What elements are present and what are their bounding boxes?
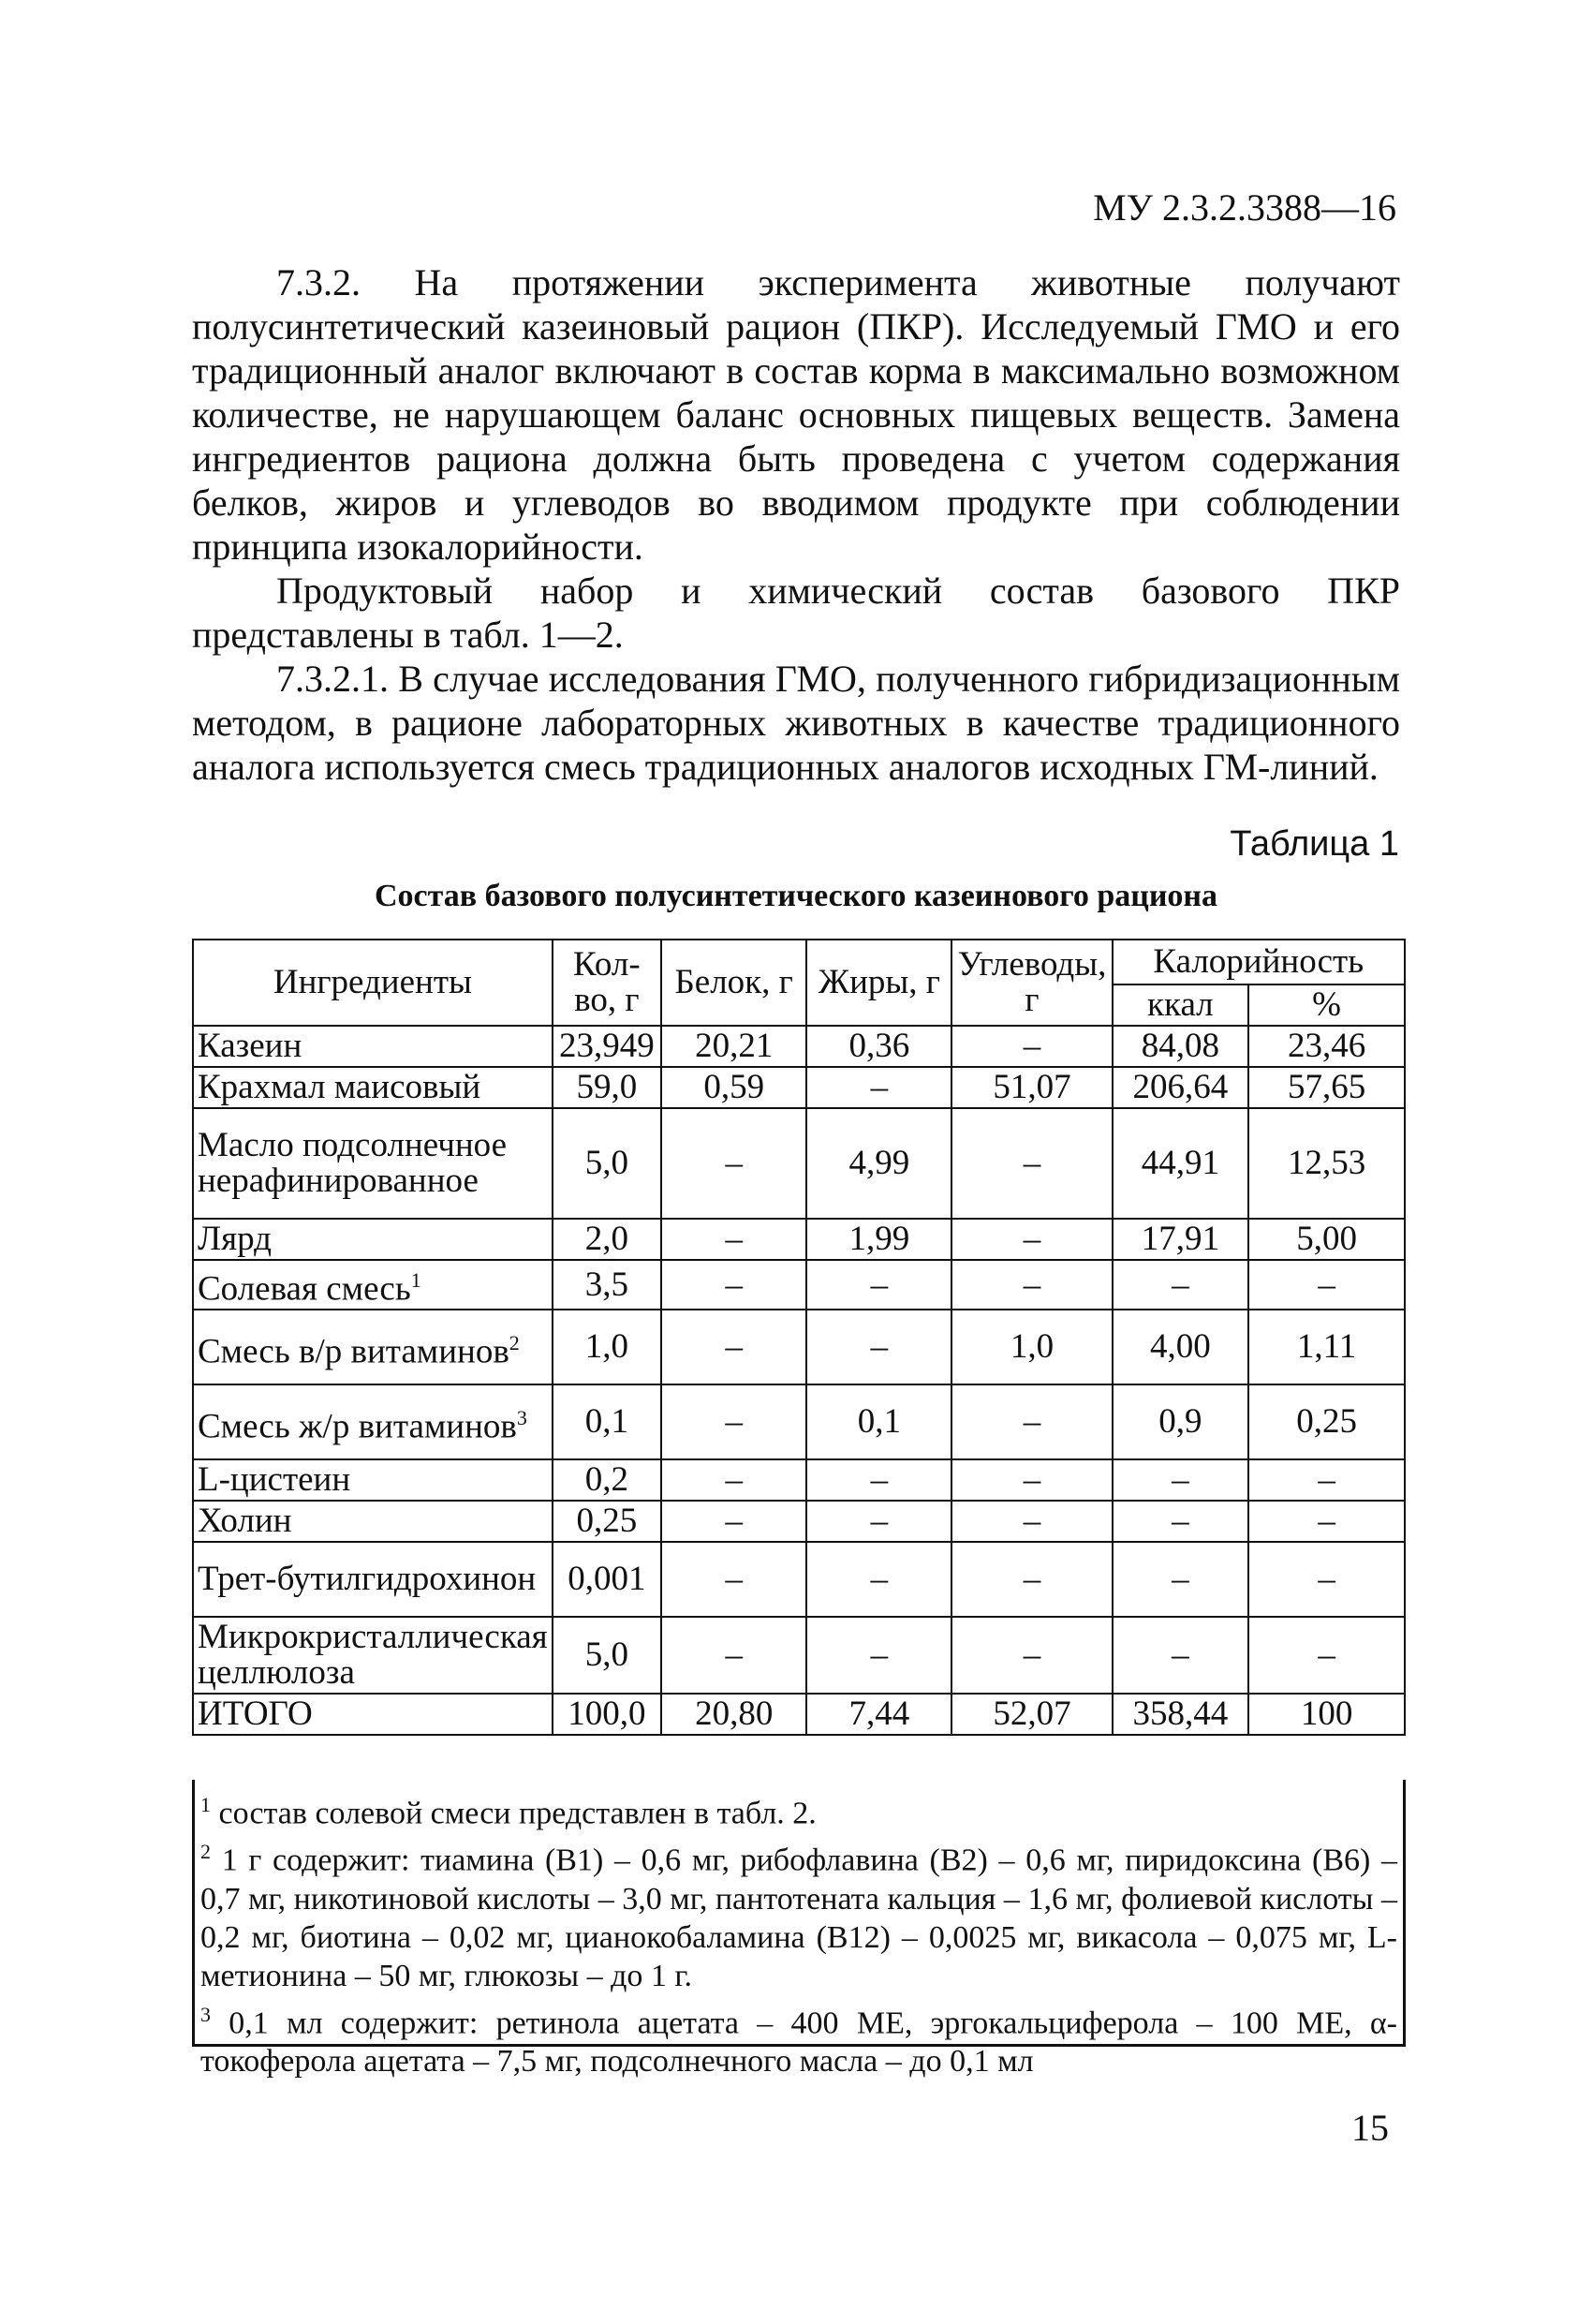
footnote xyxy=(200,1832,1397,1994)
ingredient-name: ИТОГО xyxy=(198,1695,313,1734)
cell-fat: 4,99 xyxy=(806,1108,951,1219)
cell-fat: – xyxy=(806,1260,951,1310)
cell-fat: – xyxy=(806,1459,951,1501)
footnote-mark: 3 xyxy=(200,2002,211,2026)
cell-kcal: 44,91 xyxy=(1113,1108,1249,1219)
cell-qty: 0,1 xyxy=(553,1384,661,1459)
footnote-text: состав солевой смеси представлен в табл. 2. xyxy=(218,1796,817,1831)
cell-protein: – xyxy=(661,1260,806,1310)
header-ingredients: Ингредиенты xyxy=(193,940,553,1026)
table-label: Таблица 1 xyxy=(1230,824,1399,864)
header-calories: Калорийность xyxy=(1113,940,1405,984)
cell-kcal: 358,44 xyxy=(1113,1694,1249,1735)
cell-kcal: 84,08 xyxy=(1113,1026,1249,1067)
cell-fat: – xyxy=(806,1617,951,1694)
cell-kcal: – xyxy=(1113,1260,1249,1310)
footnote-ref: 3 xyxy=(516,1405,527,1429)
cell-pct: – xyxy=(1248,1501,1405,1542)
cell-qty: 23,949 xyxy=(553,1026,661,1067)
table-row xyxy=(193,1459,1405,1501)
footnote-mark: 1 xyxy=(200,1793,211,1816)
cell-carbs: 1,0 xyxy=(951,1310,1112,1384)
cell-pct: 1,11 xyxy=(1248,1310,1405,1384)
cell-carbs: – xyxy=(951,1108,1112,1219)
header-protein: Белок, г xyxy=(661,940,806,1026)
cell-qty: 1,0 xyxy=(553,1310,661,1384)
cell-carbs: – xyxy=(951,1459,1112,1501)
cell-carbs: 51,07 xyxy=(951,1067,1112,1108)
cell-protein: – xyxy=(661,1617,806,1694)
cell-pct: 100 xyxy=(1248,1694,1405,1735)
ingredient-name: Крахмал маисовый xyxy=(198,1068,481,1106)
ingredient-name: Лярд xyxy=(198,1220,272,1258)
cell-pct: 5,00 xyxy=(1248,1219,1405,1260)
paragraph: 7.3.2. На протяжении эксперимента животные получают полусинтетический казеиновый рацион (ПКР). Исследуемый ГМО и его традиционный аналог включают в состав корма в максимально возможном количестве, не нарушающем баланс основных пищевых веществ. Замена ингредиентов рациона должна быть проведена с учетом содержания белков, жиров и углеводов во вводимом продукте при соблюдении принципа изокалорийности. xyxy=(192,261,1400,568)
cell-qty: 100,0 xyxy=(553,1694,661,1735)
footnote-text: 1 г содержит: тиамина (В1) – 0,6 мг, рибофлавина (В2) – 0,6 мг, пиридоксина (В6) – 0,7 мг, никотиновой кислоты – 3,0 мг, пантотената кальция – 1,6 мг, фолиевой кислоты – 0,2 мг, биотина – 0,02 мг, цианокобаламина (В12) – 0,0025 мг, викасола – 0,075 мг, L-метионина – 50 мг, глюкозы – до 1 г. xyxy=(200,1843,1398,1993)
cell-kcal: 0,9 xyxy=(1113,1384,1249,1459)
cell-carbs: – xyxy=(951,1501,1112,1542)
footnote xyxy=(200,1995,1397,2080)
cell-pct: 0,25 xyxy=(1248,1384,1405,1459)
cell-ingredient xyxy=(193,1108,553,1219)
ingredient-name: Смесь ж/р витаминов xyxy=(198,1406,517,1445)
cell-ingredient xyxy=(193,1542,553,1617)
cell-fat: – xyxy=(806,1310,951,1384)
cell-pct: – xyxy=(1248,1459,1405,1501)
ingredient-name: Микрокристаллическая целлюлоза xyxy=(198,1618,548,1693)
cell-ingredient xyxy=(193,1501,553,1542)
cell-kcal: – xyxy=(1113,1459,1249,1501)
footnote-ref: 1 xyxy=(410,1268,421,1292)
header-carbs: Углеводы, г xyxy=(951,940,1112,1026)
ingredient-name: Холин xyxy=(198,1502,292,1541)
cell-kcal: 17,91 xyxy=(1113,1219,1249,1260)
cell-carbs: – xyxy=(951,1026,1112,1067)
footnote-ref: 2 xyxy=(509,1330,520,1354)
cell-kcal: – xyxy=(1113,1501,1249,1542)
cell-protein: – xyxy=(661,1310,806,1384)
table-row xyxy=(193,1026,1405,1067)
cell-pct: 12,53 xyxy=(1248,1108,1405,1219)
cell-protein: 20,80 xyxy=(661,1694,806,1735)
cell-protein: 20,21 xyxy=(661,1026,806,1067)
cell-fat: 1,99 xyxy=(806,1219,951,1260)
cell-protein: – xyxy=(661,1108,806,1219)
cell-ingredient xyxy=(193,1260,553,1310)
cell-carbs: – xyxy=(951,1617,1112,1694)
paragraph: Продуктовый набор и химический состав базового ПКР представлены в табл. 1—2. xyxy=(192,570,1400,656)
cell-protein: – xyxy=(661,1384,806,1459)
document-code: МУ 2.3.2.3388—16 xyxy=(1093,186,1396,229)
table-row xyxy=(193,1694,1405,1735)
ingredient-name: Смесь в/р витаминов xyxy=(198,1331,509,1370)
cell-pct: – xyxy=(1248,1260,1405,1310)
table-row xyxy=(193,1260,1405,1310)
header-percent: % xyxy=(1248,984,1405,1026)
cell-pct: 23,46 xyxy=(1248,1026,1405,1067)
cell-qty: 3,5 xyxy=(553,1260,661,1310)
cell-qty: 0,2 xyxy=(553,1459,661,1501)
cell-qty: 5,0 xyxy=(553,1617,661,1694)
cell-ingredient xyxy=(193,1026,553,1067)
ingredient-name: L-цистеин xyxy=(198,1460,351,1500)
cell-fat: – xyxy=(806,1067,951,1108)
cell-kcal: 206,64 xyxy=(1113,1067,1249,1108)
cell-qty: 0,001 xyxy=(553,1542,661,1617)
footnote-mark: 2 xyxy=(200,1840,211,1864)
table-row xyxy=(193,1067,1405,1108)
table-title: Состав базового полусинтетического казеинового рациона xyxy=(374,879,1218,913)
cell-protein: 0,59 xyxy=(661,1067,806,1108)
table-row xyxy=(193,1310,1405,1384)
cell-ingredient xyxy=(193,1694,553,1735)
paragraph: 7.3.2.1. В случае исследования ГМО, полученного гибридизационным методом, в рационе лабораторных животных в качестве традиционного аналога используется смесь традиционных аналогов исходных ГМ-линий. xyxy=(192,658,1400,788)
cell-ingredient xyxy=(193,1617,553,1694)
table-footnotes xyxy=(192,1780,1406,2079)
cell-fat: 0,1 xyxy=(806,1384,951,1459)
cell-kcal: 4,00 xyxy=(1113,1310,1249,1384)
cell-fat: 7,44 xyxy=(806,1694,951,1735)
cell-qty: 59,0 xyxy=(553,1067,661,1108)
ingredient-name: Казеин xyxy=(198,1027,302,1065)
ingredient-name: Трет-бутилгидрохинон xyxy=(198,1560,537,1599)
cell-pct: 57,65 xyxy=(1248,1067,1405,1108)
cell-protein: – xyxy=(661,1459,806,1501)
table-row xyxy=(193,1219,1405,1260)
cell-fat: – xyxy=(806,1542,951,1617)
cell-fat: 0,36 xyxy=(806,1026,951,1067)
table-row xyxy=(193,1384,1405,1459)
cell-carbs: – xyxy=(951,1542,1112,1617)
table-row xyxy=(193,1542,1405,1617)
composition-table xyxy=(192,939,1406,1736)
cell-qty: 0,25 xyxy=(553,1501,661,1542)
cell-qty: 2,0 xyxy=(553,1219,661,1260)
header-qty: Кол-во, г xyxy=(553,940,661,1026)
cell-ingredient xyxy=(193,1067,553,1108)
cell-carbs: – xyxy=(951,1219,1112,1260)
table-row xyxy=(193,1108,1405,1219)
cell-ingredient xyxy=(193,1219,553,1260)
ingredient-name: Солевая смесь xyxy=(198,1269,411,1309)
table-row xyxy=(193,1501,1405,1542)
table-row xyxy=(193,1617,1405,1694)
cell-carbs: – xyxy=(951,1384,1112,1459)
cell-ingredient xyxy=(193,1384,553,1459)
cell-protein: – xyxy=(661,1542,806,1617)
cell-kcal: – xyxy=(1113,1617,1249,1694)
cell-ingredient xyxy=(193,1310,553,1384)
ingredient-name: Масло подсолнечное нерафинированное xyxy=(198,1126,508,1200)
cell-carbs: – xyxy=(951,1260,1112,1310)
footnote xyxy=(200,1785,1397,1832)
cell-pct: – xyxy=(1248,1542,1405,1617)
cell-fat: – xyxy=(806,1501,951,1542)
cell-ingredient xyxy=(193,1459,553,1501)
cell-protein: – xyxy=(661,1219,806,1260)
header-kcal: ккал xyxy=(1113,984,1249,1026)
footnote-text: 0,1 мл содержит: ретинола ацетата – 400 МЕ, эргокальциферола – 100 МЕ, α-токоферола ацетата – 7,5 мг, подсолнечного масла – до 0,1 мл xyxy=(200,2005,1398,2079)
cell-pct: – xyxy=(1248,1617,1405,1694)
cell-carbs: 52,07 xyxy=(951,1694,1112,1735)
cell-protein: – xyxy=(661,1501,806,1542)
page-number: 15 xyxy=(1351,2107,1389,2149)
cell-kcal: – xyxy=(1113,1542,1249,1617)
cell-qty: 5,0 xyxy=(553,1108,661,1219)
body-text xyxy=(192,260,1400,789)
header-fat: Жиры, г xyxy=(806,940,951,1026)
